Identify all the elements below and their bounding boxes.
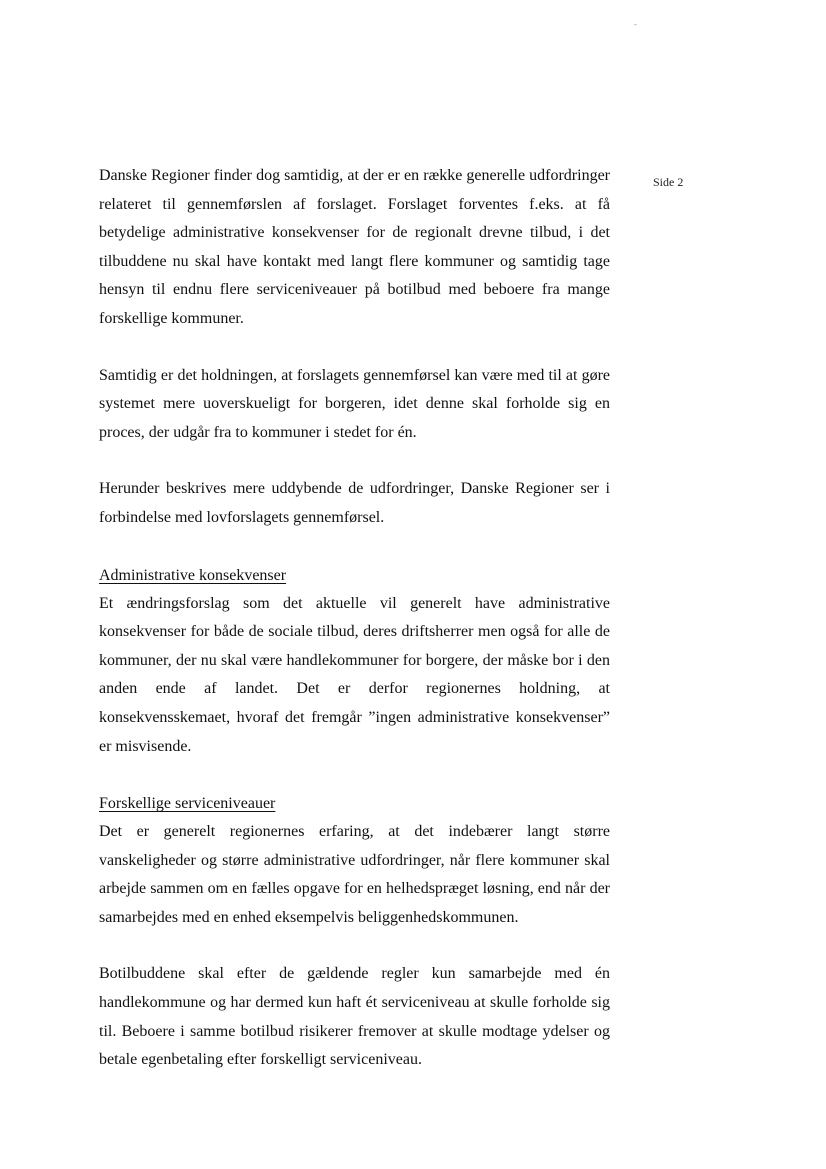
- section-text-administrative: Et ændringsforslag som det aktuelle vil generelt have administrative konsekvenser for både de sociale tilbud, deres driftsherrer men også for alle de kommuner, der nu skal være handlekommuner for borgere, der måske bor i den anden ende af landet. Det er derfor regionernes holdning, at konsekvensskemaet, hvoraf det fremgår ”ingen administrative konsekvenser” er misvisende.: [99, 594, 610, 755]
- paragraph-herunder: Herunder beskrives mere uddybende de udfordringer, Danske Regioner ser i forbindelse med lovforslagets gennemførsel.: [99, 480, 610, 526]
- section-administrative: [99, 561, 610, 762]
- section-heading-serviceniveauer: Forskellige serviceniveauer: [99, 795, 276, 813]
- page-number-label: Side 2: [653, 175, 684, 189]
- section-heading-administrative: Administrative konsekvenser: [99, 566, 287, 584]
- paragraph-holdning: Samtidig er det holdningen, at forslagets gennemførsel kan være med til at gøre systemet mere uoverskueligt for borgeren, idet denne skal forholde sig en proces, der udgår fra to kommuner i stedet for én.: [99, 366, 610, 441]
- paragraph-intro: Danske Regioner finder dog samtidig, at der er en række generelle udfordringer relateret til gennemførslen af forslaget. Forslaget forventes f.eks. at få betydelige administrative konsekvenser for de regionalt drevne tilbud, i det tilbuddene nu skal have kontakt med langt flere kommuner og samtidig tage hensyn til endnu flere serviceniveauer på botilbud med beboere fra mange forskellige kommuner.: [99, 167, 610, 327]
- paragraph-botilbud: Botilbuddene skal efter de gældende regler kun samarbejde med én handlekommune og har dermed kun haft ét serviceniveau at skulle forholde sig til. Beboere i samme botilbud risikerer fremover at skulle modtage ydelser og betale egenbetaling efter forskelligt serviceniveau.: [99, 965, 610, 1069]
- section-serviceniveauer: [99, 789, 610, 932]
- document-body: [99, 162, 610, 1075]
- page-marker: -: [634, 20, 637, 29]
- section-text-serviceniveauer: Det er generelt regionernes erfaring, at det indebærer langt større vanskeligheder og større administrative udfordringer, når flere kommuner skal arbejde sammen om en fælles opgave for en helhedspræget løsning, end når der samarbejdes med en enhed eksempelvis beliggenhedskommunen.: [99, 823, 610, 926]
